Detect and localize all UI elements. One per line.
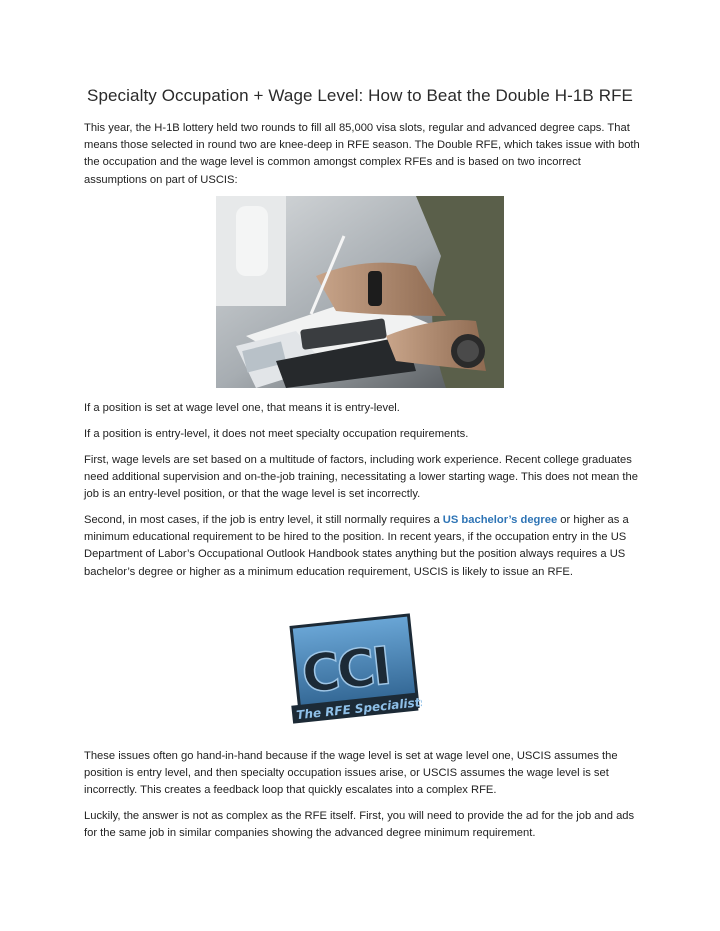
svg-text:The RFE Specialists: The RFE Specialists <box>295 694 422 723</box>
svg-text:CCI: CCI <box>299 636 392 706</box>
photo-signing-documents <box>216 196 504 388</box>
second-point-text-before: Second, in most cases, if the job is entry level, it still normally requires a <box>84 514 443 526</box>
second-point-text-after: or higher as a minimum educational requirement to be hired to the position. In recent years, if the occupation entry in the US Department of Labor’s Occupational Outlook Handbook states anything but the position always requires a US bachelor’s degree or higher as a minimum education requirement, USCIS is likely to issue an RFE. <box>84 514 629 578</box>
intro-paragraph: This year, the H-1B lottery held two rounds to fill all 85,000 visa slots, regular and advanced degree caps. That means those selected in round two are knee-deep in RFE season. The Double RFE, which takes issue with both the occupation and the wage level is common amongst complex RFEs and is based on two incorrect assumptions on part of USCIS: <box>84 122 640 186</box>
document-title: Specialty Occupation + Wage Level: How to Beat the Double H-1B RFE <box>87 86 633 105</box>
second-point-paragraph <box>84 512 644 581</box>
feedback-loop-paragraph: These issues often go hand-in-hand because if the wage level is set at wage level one, USCIS assumes the position is entry level, and then specialty occupation issues arise, or USCIS assumes the wage level is set incorrectly. This creates a feedback loop that quickly escalates into a complex RFE. <box>84 750 618 797</box>
first-point-text: First, wage levels are set based on a multitude of factors, including work experience. Recent college graduates need additional supervision and on-the-job training, necessitating a lower starting wage. This does not mean the job is an entry-level position, or that the wage level is set incorrectly. <box>84 454 638 501</box>
cci-logo <box>286 607 422 735</box>
us-bachelors-degree-link[interactable]: US bachelor’s degree <box>442 514 558 526</box>
assumption-one-paragraph: If a position is set at wage level one, that means it is entry-level. <box>84 402 400 414</box>
answer-paragraph: Luckily, the answer is not as complex as the RFE itself. First, you will need to provide the ad for the job and ads for the same job in similar companies showing the advanced degree minimum requirement. <box>84 810 635 840</box>
first-point-paragraph <box>84 452 644 504</box>
assumption-two-paragraph: If a position is entry-level, it does not meet specialty occupation requirements. <box>84 428 469 440</box>
